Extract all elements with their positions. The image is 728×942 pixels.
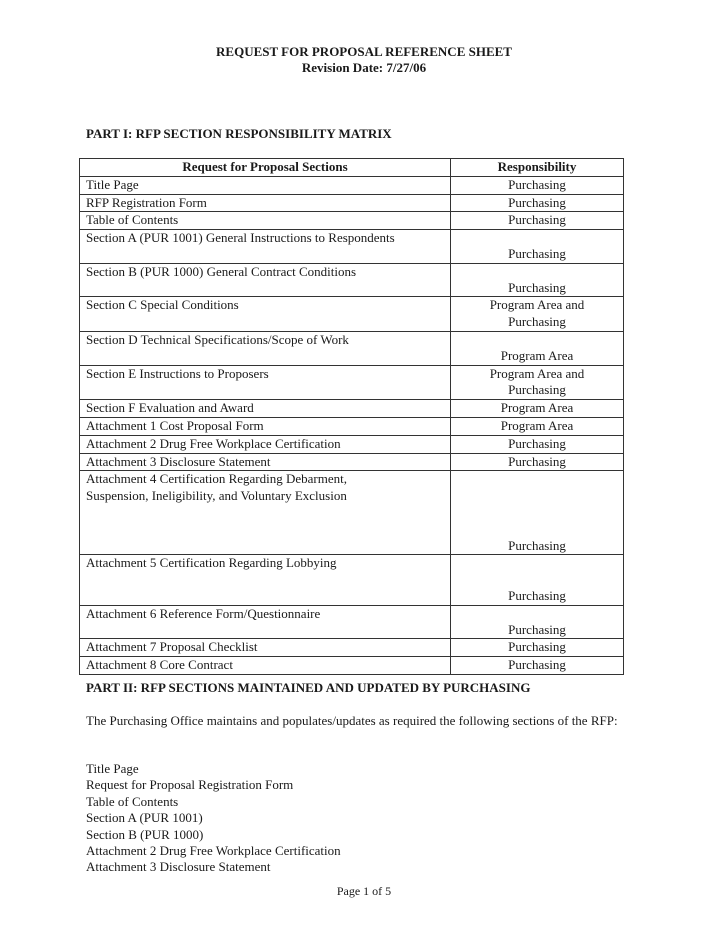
section-cell bbox=[80, 453, 451, 471]
section-text: Attachment 2 Drug Free Workplace Certification bbox=[86, 435, 341, 451]
part2-heading: PART II: RFP SECTIONS MAINTAINED AND UPDATED BY PURCHASING bbox=[86, 680, 531, 695]
part1-heading: PART I: RFP SECTION RESPONSIBILITY MATRIX bbox=[86, 126, 392, 141]
table-row bbox=[80, 263, 624, 297]
column-header-responsibility: Responsibility bbox=[451, 159, 624, 177]
responsibility-text: Purchasing bbox=[508, 587, 566, 603]
section-cell bbox=[80, 639, 451, 657]
table-row bbox=[80, 176, 624, 194]
responsibility-cell bbox=[451, 471, 624, 555]
section-text: Suspension, Ineligibility, and Voluntary Exclusion bbox=[86, 488, 347, 504]
column-header-sections: Request for Proposal Sections bbox=[80, 159, 451, 177]
responsibility-cell bbox=[451, 657, 624, 675]
responsibility-text: Purchasing bbox=[508, 382, 566, 398]
section-cell bbox=[80, 657, 451, 675]
page-number: Page 1 of 5 bbox=[336, 884, 392, 898]
list-item: Request for Proposal Registration Form bbox=[86, 777, 294, 793]
section-text: Attachment 6 Reference Form/Questionnaire bbox=[86, 605, 321, 621]
section-cell bbox=[80, 400, 451, 418]
responsibility-cell bbox=[451, 365, 624, 400]
table-row bbox=[80, 230, 624, 264]
table-row bbox=[80, 331, 624, 365]
responsibility-cell bbox=[451, 230, 624, 264]
section-text: Section C Special Conditions bbox=[86, 297, 239, 313]
table-row bbox=[80, 639, 624, 657]
section-text: Section A (PUR 1001) General Instructions to Respondents bbox=[86, 230, 395, 246]
responsibility-matrix bbox=[79, 158, 624, 675]
responsibility-cell bbox=[451, 194, 624, 212]
section-cell bbox=[80, 212, 451, 230]
responsibility-cell bbox=[451, 453, 624, 471]
responsibility-text: Purchasing bbox=[508, 453, 566, 469]
section-cell bbox=[80, 605, 451, 639]
list-item: Table of Contents bbox=[86, 793, 179, 809]
section-text: Attachment 4 Certification Regarding Debarment, bbox=[86, 471, 347, 487]
section-cell bbox=[80, 230, 451, 264]
responsibility-text: Purchasing bbox=[508, 314, 566, 330]
table-row bbox=[80, 365, 624, 400]
section-cell bbox=[80, 194, 451, 212]
revision-date: Revision Date: 7/27/06 bbox=[301, 60, 427, 75]
list-item: Title Page bbox=[86, 761, 139, 776]
section-text: Attachment 1 Cost Proposal Form bbox=[86, 417, 264, 433]
table-row bbox=[80, 212, 624, 230]
table-row bbox=[80, 605, 624, 639]
section-text: Section F Evaluation and Award bbox=[86, 400, 254, 416]
responsibility-text: Purchasing bbox=[508, 212, 566, 228]
responsibility-text: Purchasing bbox=[508, 639, 566, 655]
responsibility-text: Program Area bbox=[500, 400, 574, 416]
list-item: Attachment 3 Disclosure Statement bbox=[86, 859, 271, 875]
section-text: Section B (PUR 1000) General Contract Conditions bbox=[86, 263, 357, 279]
responsibility-cell bbox=[451, 297, 624, 332]
section-cell bbox=[80, 555, 451, 605]
responsibility-text: Program Area and bbox=[489, 297, 585, 313]
section-text: RFP Registration Form bbox=[86, 194, 207, 210]
responsibility-cell bbox=[451, 263, 624, 297]
document-title: REQUEST FOR PROPOSAL REFERENCE SHEET bbox=[216, 44, 512, 59]
responsibility-text: Program Area and bbox=[489, 365, 585, 381]
section-cell bbox=[80, 435, 451, 453]
responsibility-cell bbox=[451, 417, 624, 435]
responsibility-text: Purchasing bbox=[508, 435, 566, 451]
section-text: Attachment 5 Certification Regarding Lobbying bbox=[86, 555, 337, 571]
responsibility-cell bbox=[451, 400, 624, 418]
list-item: Attachment 2 Drug Free Workplace Certification bbox=[86, 843, 341, 859]
responsibility-text: Purchasing bbox=[508, 194, 566, 210]
part2-section-list bbox=[86, 761, 341, 876]
table-row bbox=[80, 194, 624, 212]
section-cell bbox=[80, 263, 451, 297]
responsibility-cell bbox=[451, 212, 624, 230]
table-row bbox=[80, 453, 624, 471]
section-cell bbox=[80, 331, 451, 365]
table-header-row bbox=[80, 159, 624, 177]
matrix-body bbox=[80, 176, 624, 674]
table-row bbox=[80, 435, 624, 453]
responsibility-text: Purchasing bbox=[508, 245, 566, 261]
section-text: Attachment 7 Proposal Checklist bbox=[86, 639, 258, 655]
responsibility-text: Purchasing bbox=[508, 537, 566, 553]
table-row bbox=[80, 555, 624, 605]
section-text: Attachment 3 Disclosure Statement bbox=[86, 453, 271, 469]
table-row bbox=[80, 400, 624, 418]
responsibility-cell bbox=[451, 176, 624, 194]
list-item: Section B (PUR 1000) bbox=[86, 826, 204, 842]
section-text: Section D Technical Specifications/Scope of Work bbox=[86, 331, 349, 347]
responsibility-text: Purchasing bbox=[508, 176, 566, 192]
responsibility-text: Purchasing bbox=[508, 657, 566, 673]
responsibility-cell bbox=[451, 331, 624, 365]
responsibility-text: Purchasing bbox=[508, 621, 566, 637]
table-row bbox=[80, 471, 624, 555]
responsibility-text: Program Area bbox=[500, 347, 574, 363]
table-row bbox=[80, 417, 624, 435]
responsibility-text: Program Area bbox=[500, 417, 574, 433]
part2-intro: The Purchasing Office maintains and populates/updates as required the following sections of the RFP: bbox=[86, 713, 618, 728]
section-cell bbox=[80, 176, 451, 194]
responsibility-cell bbox=[451, 605, 624, 639]
section-text: Table of Contents bbox=[86, 212, 179, 228]
section-text: Title Page bbox=[86, 176, 139, 192]
section-cell bbox=[80, 365, 451, 400]
responsibility-cell bbox=[451, 639, 624, 657]
responsibility-text: Purchasing bbox=[508, 279, 566, 295]
section-text: Attachment 8 Core Contract bbox=[86, 657, 233, 673]
responsibility-cell bbox=[451, 555, 624, 605]
section-cell bbox=[80, 471, 451, 555]
section-cell bbox=[80, 297, 451, 332]
table-row bbox=[80, 657, 624, 675]
section-text: Section E Instructions to Proposers bbox=[86, 365, 269, 381]
section-cell bbox=[80, 417, 451, 435]
table-row bbox=[80, 297, 624, 332]
list-item: Section A (PUR 1001) bbox=[86, 810, 203, 826]
responsibility-cell bbox=[451, 435, 624, 453]
